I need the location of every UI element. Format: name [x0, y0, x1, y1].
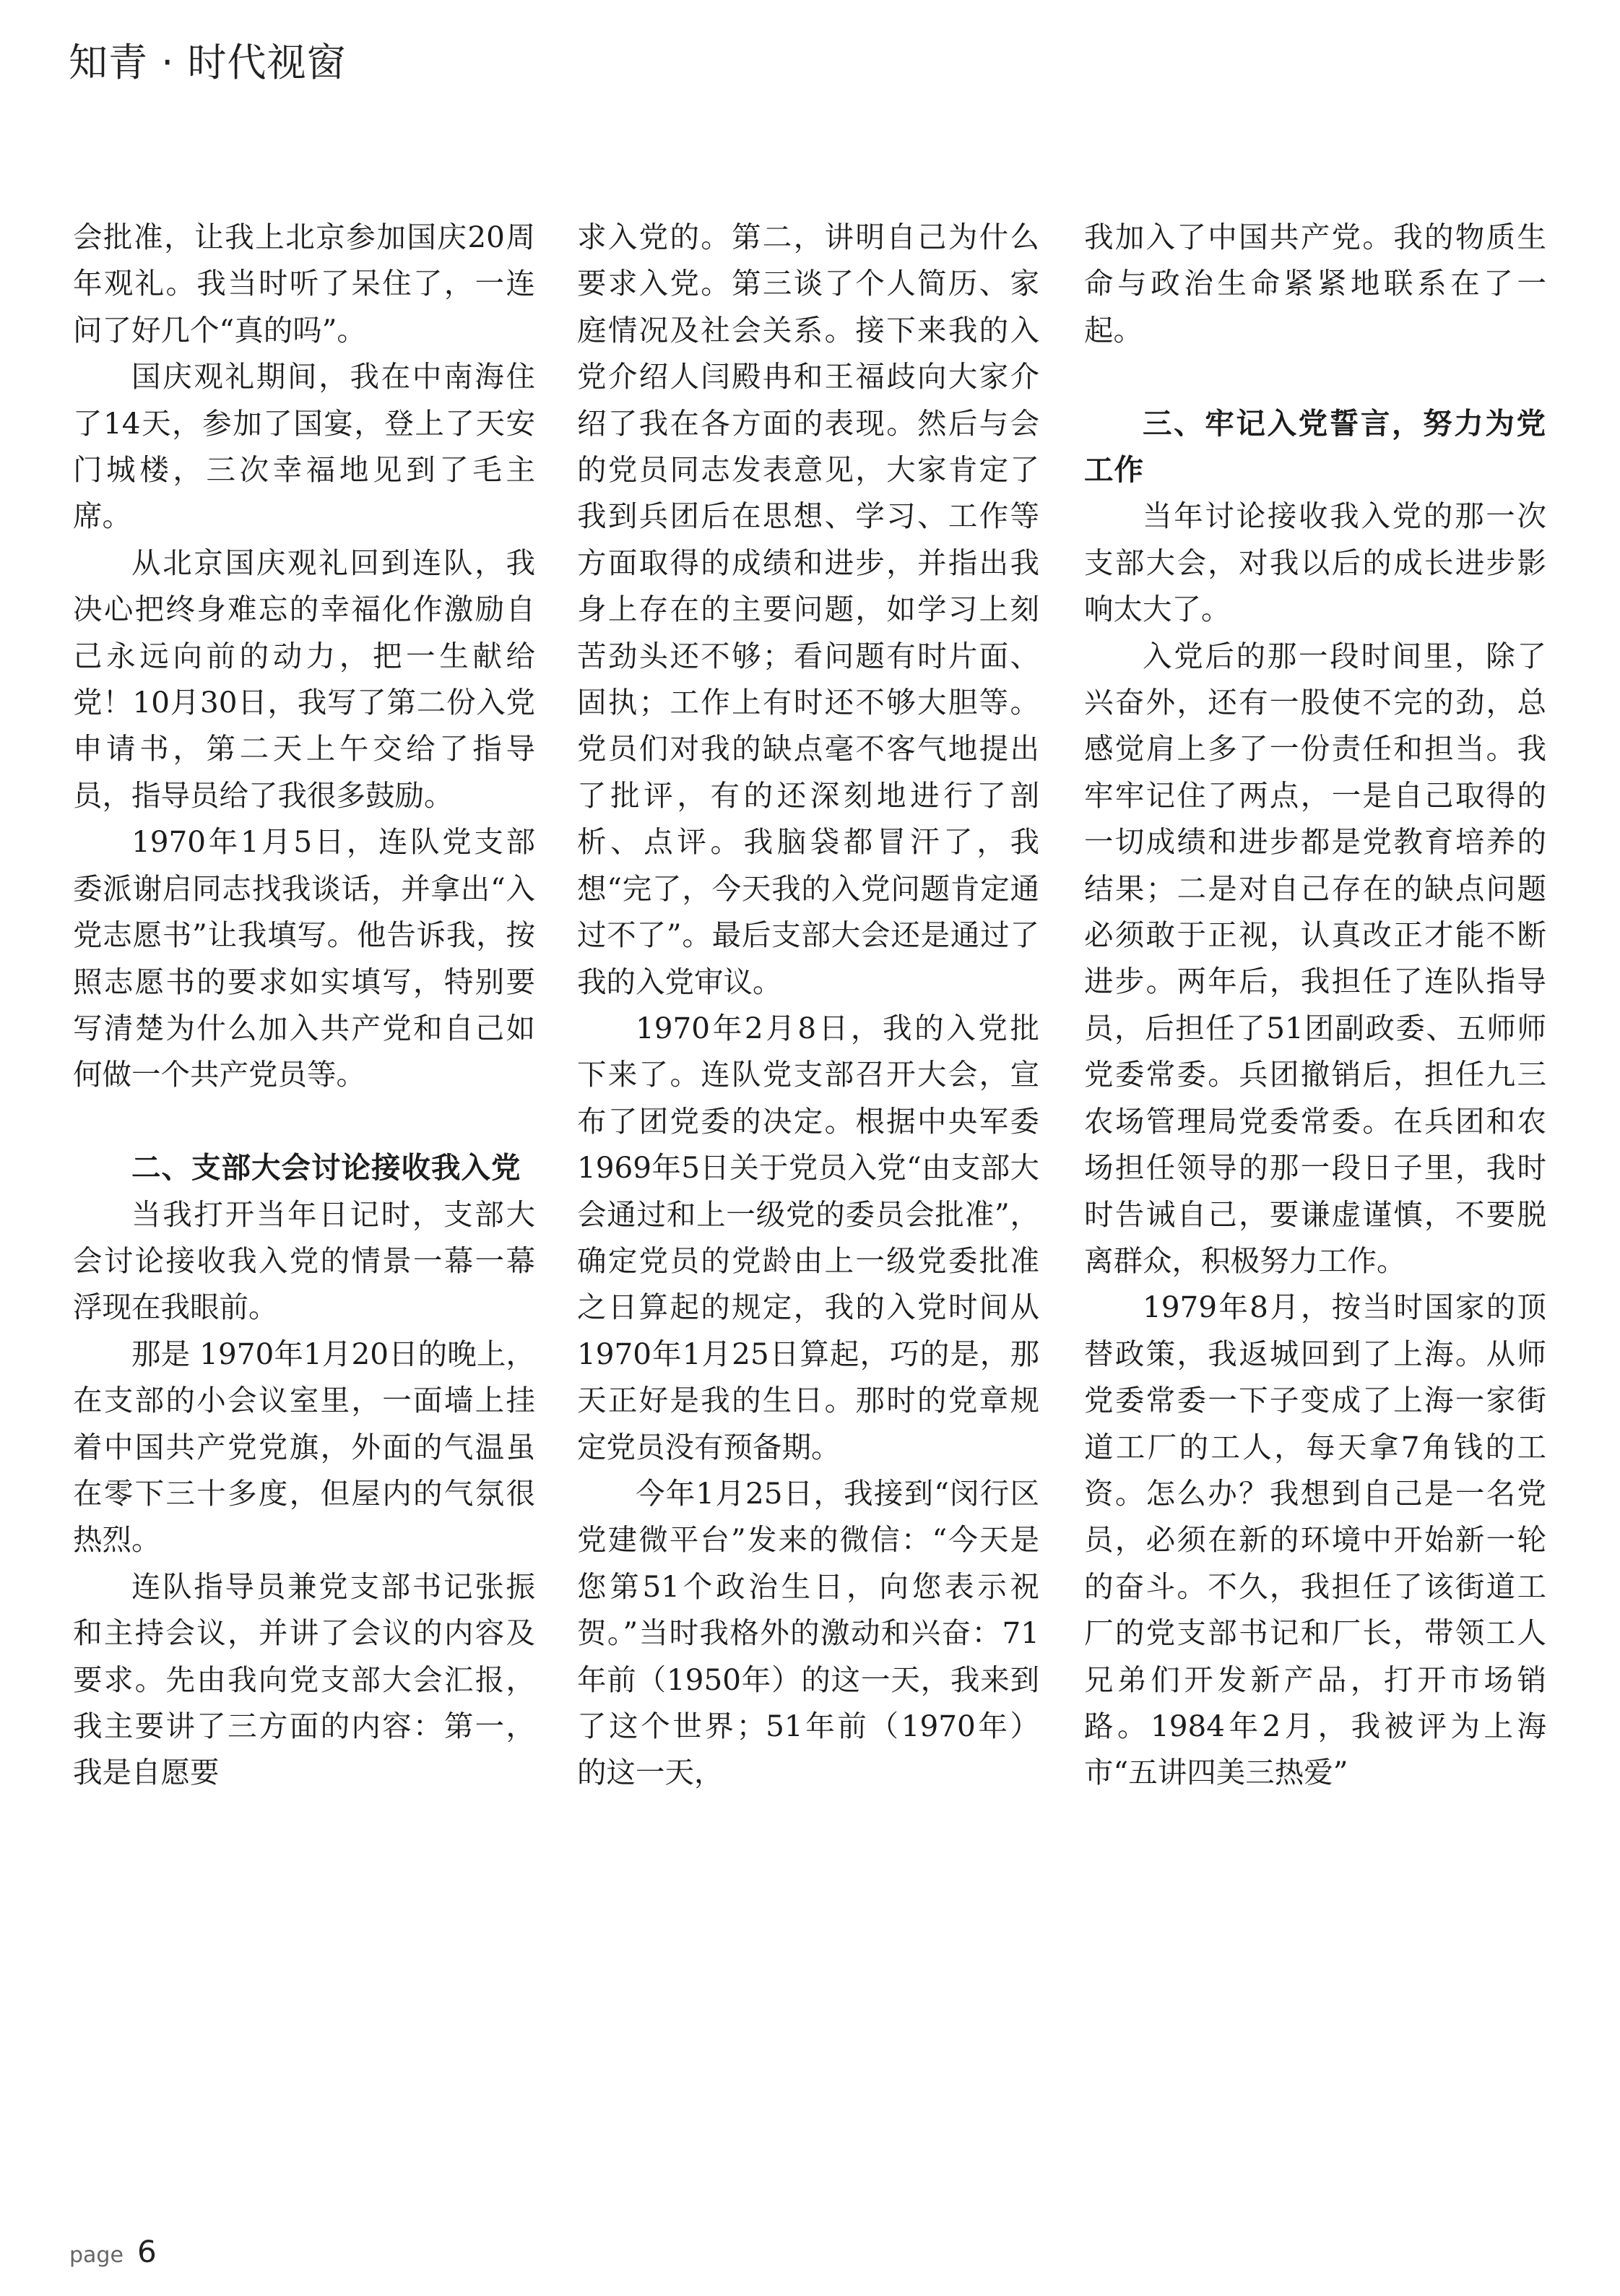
- article-column-2: [577, 214, 1039, 1796]
- paragraph: 1970年2月8日，我的入党批下来了。连队党支部召开大会，宣布了团党委的决定。根据中央军委1969年5日关于党员入党“由支部大会通过和上一级党的委员会批准”，确定党员的党龄由上一级党委批准之日算起的规定，我的入党时间从1970年1月25日算起，巧的是，那天正好是我的生日。那时的党章规定党员没有预备期。: [577, 1010, 1039, 1464]
- paragraph: 求入党的。第二，讲明自己为什么要求入党。第三谈了个人简历、家庭情况及社会关系。接下来我的入党介绍人闫殿冉和王福歧向大家介绍了我在各方面的表现。然后与会的党员同志发表意见，大家肯定了我到兵团后在思想、学习、工作等方面取得的成绩和进步，并指出我身上存在的主要问题，如学习上刻苦劲头还不够；看问题有时片面、固执；工作上有时还不够大胆等。党员们对我的缺点毫不客气地提出了批评，有的还深刻地进行了剖析、点评。我脑袋都冒汗了，我想“完了，今天我的入党问题肯定通过不了”。最后支部大会还是通过了我的入党审议。: [577, 220, 1039, 999]
- paragraph: 1979年8月，按当时国家的顶替政策，我返城回到了上海。从师党委常委一下子变成了上海一家街道工厂的工人，每天拿7角钱的工资。怎么办？我想到自己是一名党员，必须在新的环境中开始新一轮的奋斗。不久，我担任了该街道工厂的党支部书记和厂长，带领工人兄弟们开发新产品，打开市场销路。1984年2月，我被评为上海市“五讲四美三热爱”: [1084, 1290, 1546, 1790]
- section-heading: 二、支部大会讨论接收我入党: [131, 1150, 521, 1186]
- section-heading: 三、牢记入党誓言，努力为党工作: [1084, 405, 1546, 488]
- paragraph: 那是 1970年1月20日的晚上，在支部的小会议室里，一面墙上挂着中国共产党党旗，外面的气温虽在零下三十多度，但屋内的气氛很热烈。: [73, 1336, 535, 1558]
- page-number: 6: [137, 2234, 157, 2269]
- paragraph: 入党后的那一段时间里，除了兴奋外，还有一股使不完的劲，总感觉肩上多了一份责任和担当。我牢牢记住了两点，一是自己取得的一切成绩和进步都是党教育培养的结果；二是对自己存在的缺点问题必须敢于正视，认真改正才能不断进步。两年后，我担任了连队指导员，后担任了51团副政委、五师师党委常委。兵团撤销后，担任九三农场管理局党委常委。在兵团和农场担任领导的那一段日子里，我时时告诫自己，要谦虚谨慎，不要脱离群众，积极努力工作。: [1084, 638, 1546, 1278]
- magazine-section-title: 知青 · 时代视窗: [69, 40, 347, 85]
- paragraph: 我加入了中国共产党。我的物质生命与政治生命紧紧地联系在了一起。: [1084, 220, 1546, 348]
- paragraph: 当我打开当年日记时，支部大会讨论接收我入党的情景一幕一幕浮现在我眼前。: [73, 1196, 535, 1325]
- paragraph: 国庆观礼期间，我在中南海住了14天，参加了国宴，登上了天安门城楼，三次幸福地见到了毛主席。: [73, 359, 535, 534]
- paragraph: 连队指导员兼党支部书记张振和主持会议，并讲了会议的内容及要求。先由我向党支部大会汇报，我主要讲了三方面的内容：第一，我是自愿要: [73, 1568, 535, 1790]
- paragraph: 今年1月25日，我接到“闵行区党建微平台”发来的微信：“今天是您第51个政治生日，向您表示祝贺。”当时我格外的激动和兴奋：71年前（1950年）的这一天，我来到了这个世界；51年前（1970年）的这一天，: [577, 1475, 1039, 1790]
- paragraph: 1970年1月5日，连队党支部委派谢启同志找我谈话，并拿出“入党志愿书”让我填写。他告诉我，按照志愿书的要求如实填写，特别要写清楚为什么加入共产党和自己如何做一个共产党员等。: [73, 824, 535, 1092]
- page-label: page: [69, 2243, 124, 2268]
- article-column-3: [1084, 214, 1546, 1796]
- article-column-1: [73, 214, 535, 1796]
- page-footer: [69, 2234, 157, 2269]
- paragraph: 会批准，让我上北京参加国庆20周年观礼。我当时听了呆住了，一连问了好几个“真的吗”。: [73, 220, 535, 348]
- paragraph: 当年讨论接收我入党的那一次支部大会，对我以后的成长进步影响太大了。: [1084, 499, 1546, 627]
- paragraph: 从北京国庆观礼回到连队，我决心把终身难忘的幸福化作激励自己永远向前的动力，把一生献给党！10月30日，我写了第二份入党申请书，第二天上午交给了指导员，指导员给了我很多鼓励。: [73, 545, 535, 813]
